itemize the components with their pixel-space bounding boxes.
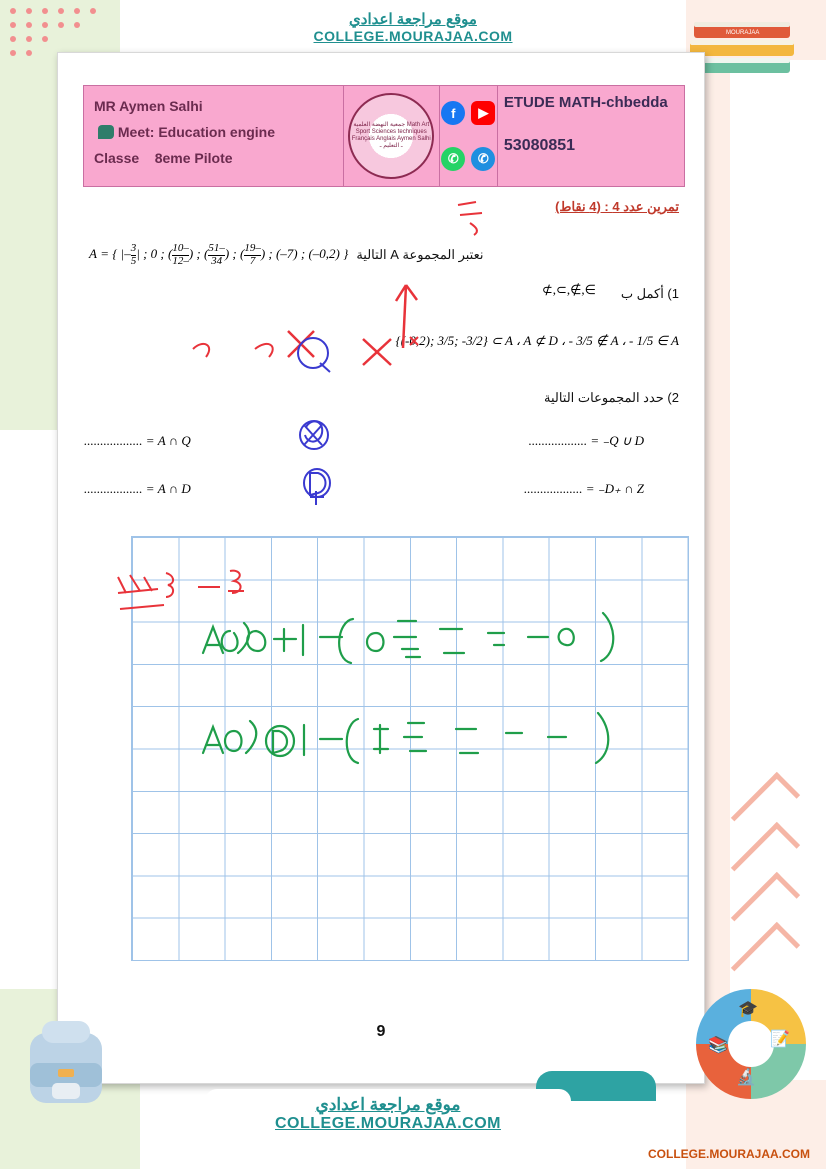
meet-row (94, 124, 335, 140)
phone-icon[interactable]: ✆ (471, 147, 495, 171)
q2-blank-row-1 (84, 433, 644, 449)
phone-number: 53080851 (503, 137, 576, 154)
q1-label: 1) أكمل ب (620, 286, 679, 301)
top-banner-url: COLLEGE.MOURAJAA.COM (313, 28, 513, 44)
school-icons-cluster (696, 989, 806, 1099)
meet-label: Meet: (117, 124, 155, 140)
subject-title: ETUDE MATH-chbedda (503, 94, 668, 111)
top-banner-title: موقع مراجعة اعدادي (349, 11, 477, 28)
q1-answer-text: {(-0,2); 3/5; -3/2} ⊂ A ، A ⊄ D ، - 3/5 ∉ A ، - 1/5 ∈ A (395, 333, 679, 348)
notebook-icon: 📝 (770, 1031, 790, 1048)
answer-grid (131, 536, 689, 961)
blank-a[interactable]: Q ∪ D₋ = .................. (528, 433, 644, 448)
q2-label: 2) حدد المجموعات التالية (543, 390, 679, 405)
flask-icon: 🔬 (736, 1069, 756, 1086)
header-teacher-cell (84, 86, 344, 186)
class-row (94, 150, 335, 166)
meet-value: Education engine (158, 124, 276, 140)
bottom-banner-title: موقع مراجعة اعدادي (315, 1095, 461, 1114)
bottom-site-banner (205, 1089, 571, 1145)
corner-url: COLLEGE.MOURAJAA.COM (648, 1147, 810, 1161)
chat-icon (98, 125, 114, 139)
graduation-cap-icon: 🎓 (738, 1001, 758, 1018)
page-number: 9 (376, 1023, 386, 1040)
set-definition-line (89, 243, 679, 267)
youtube-icon[interactable]: ▶ (471, 101, 495, 125)
facebook-icon[interactable]: f (441, 101, 465, 125)
q2-blank-row-2 (84, 481, 644, 497)
header-social-cell (440, 86, 498, 186)
backpack-illustration (14, 1017, 118, 1113)
header-stamp-cell (344, 86, 440, 186)
exercise-title: تمرين عدد 4 : (4 نقاط) (555, 199, 679, 214)
q1-symbol-list: ⊄,⊂,∉,∈ (541, 282, 596, 297)
blank-c[interactable]: D₊ ∩ Z₋ = .................. (523, 481, 644, 496)
worksheet-page (57, 52, 705, 1084)
class-label: Classe (94, 150, 140, 166)
header-subject-cell (498, 86, 684, 186)
dot-pattern (10, 8, 102, 52)
set-intro: نعتبر المجموعة A التالية (356, 247, 484, 263)
top-site-banner (243, 6, 583, 52)
svg-text:MOURAJAA: MOURAJAA (726, 30, 760, 36)
bottom-banner-url: COLLEGE.MOURAJAA.COM (275, 1115, 501, 1132)
cluster-center (728, 1021, 774, 1067)
whatsapp-icon[interactable]: ✆ (441, 147, 465, 171)
teacher-name: MR Aymen Salhi (94, 98, 203, 114)
blank-d[interactable]: A ∩ D = .................. (84, 481, 191, 496)
worksheet-header-table (83, 85, 685, 187)
set-definition: A = { |– $\frac{3}{5}$ | ; 0 ; ( $\frac{-10}{-12}$ ) ; ( $\frac{-51}{34}$ ) ; ( $\frac{-19}{7}$ ) ; (–7) ; (–0,2) } (89, 242, 349, 267)
books-icon: 📚 (708, 1037, 728, 1054)
association-stamp: جمعية النهضة العلمية Math Art Sport Sciences techniques Français Anglais Aymen Salhi ـ التعليم ـ (348, 93, 434, 179)
blank-b[interactable]: A ∩ Q = .................. (84, 433, 191, 448)
class-value: 8eme Pilote (154, 150, 233, 166)
q1-answer-row (79, 333, 679, 349)
